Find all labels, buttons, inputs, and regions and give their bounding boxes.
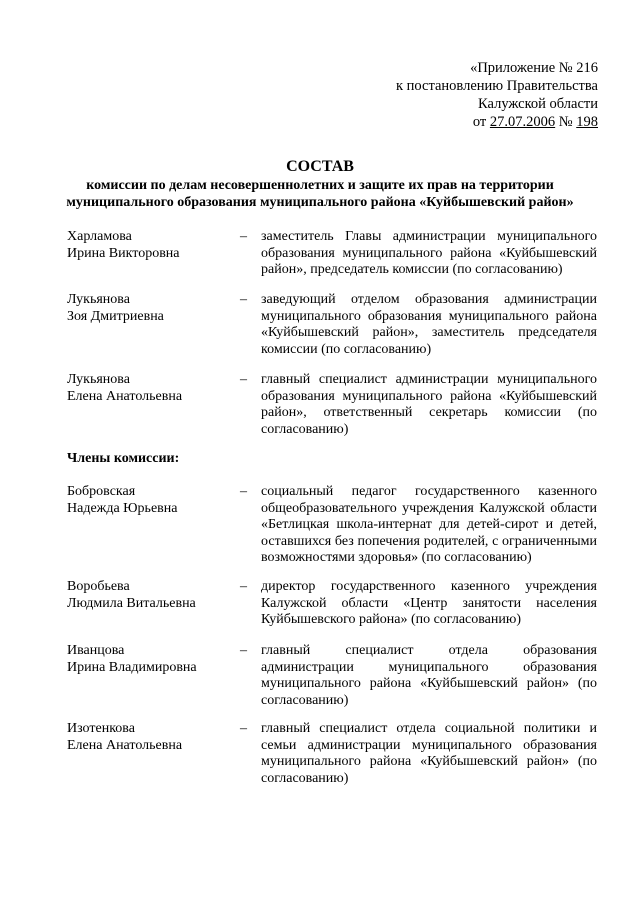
resolution-number: 198 xyxy=(576,114,598,130)
member-name xyxy=(67,484,237,517)
member-name xyxy=(67,721,237,754)
appendix-header xyxy=(396,59,598,131)
member-name xyxy=(67,292,237,325)
title-sub-line-1: комиссии по делам несовершеннолетних и защите их прав на территории xyxy=(86,178,554,193)
member-role: заведующий отделом образования администрации муниципального образования муниципального района «Куйбышевский район», заместитель председателя комиссии (по согласованию) xyxy=(261,292,597,357)
document-title xyxy=(40,157,600,211)
appendix-region: Калужской области xyxy=(478,96,598,112)
member-role: главный специалист отдела образования администрации муниципального образования муниципального района «Куйбышевский район» (по согласованию) xyxy=(261,643,597,708)
member-name xyxy=(67,643,237,676)
member-surname: Лукьянова xyxy=(67,292,130,307)
member-name xyxy=(67,579,237,612)
member-surname: Изотенкова xyxy=(67,721,135,736)
dash-separator: – xyxy=(240,579,247,594)
member-role: социальный педагог государственного казенного общеобразовательного учреждения Калужской области «Бетлицкая школа-интернат для детей-сирот и детей, оставшихся без попечения родителей, с ограниченными возможностями здоровья» (по согласованию) xyxy=(261,484,597,565)
member-role: директор государственного казенного учреждения Калужской области «Центр занятости населения Куйбышевского района» (по согласованию) xyxy=(261,579,597,627)
member-given-name: Елена Анатольевна xyxy=(67,737,183,753)
appendix-resolution: к постановлению Правительства xyxy=(396,78,598,94)
date-prefix: от xyxy=(472,114,490,130)
dash-separator: – xyxy=(240,372,247,387)
member-surname: Харламова xyxy=(67,229,132,244)
dash-separator: – xyxy=(240,484,247,499)
dash-separator: – xyxy=(240,643,247,658)
title-sub-line-2: муниципального образования муниципального района «Куйбышевский район» xyxy=(66,195,574,210)
member-given-name: Надежда Юрьевна xyxy=(67,500,178,516)
member-given-name: Ирина Викторовна xyxy=(67,245,180,261)
member-name xyxy=(67,229,237,262)
member-role: заместитель Главы администрации муниципального образования муниципального района «Куйбышевский район», председатель комиссии (по согласованию) xyxy=(261,229,597,277)
member-role: главный специалист отдела социальной политики и семьи администрации муниципального образования муниципального района «Куйбышевский район» (по согласованию) xyxy=(261,721,597,786)
dash-separator: – xyxy=(240,229,247,244)
dash-separator: – xyxy=(240,292,247,307)
member-role: главный специалист администрации муниципального образования муниципального района «Куйбышевский район», ответственный секретарь комиссии (по согласованию) xyxy=(261,372,597,437)
member-surname: Бобровская xyxy=(67,484,136,499)
member-surname: Воробьева xyxy=(67,579,130,594)
member-surname: Иванцова xyxy=(67,643,125,658)
member-given-name: Елена Анатольевна xyxy=(67,388,183,404)
member-given-name: Ирина Владимировна xyxy=(67,659,197,675)
title-main: СОСТАВ xyxy=(286,158,354,175)
member-surname: Лукьянова xyxy=(67,372,130,387)
resolution-date: 27.07.2006 xyxy=(489,114,556,130)
member-given-name: Зоя Дмитриевна xyxy=(67,308,164,324)
member-name xyxy=(67,372,237,405)
dash-separator: – xyxy=(240,721,247,736)
member-given-name: Людмила Витальевна xyxy=(67,595,196,611)
appendix-number: «Приложение № 216 xyxy=(470,60,598,76)
appendix-date-line xyxy=(396,113,598,131)
members-heading: Члены комиссии: xyxy=(67,451,180,466)
number-prefix: № xyxy=(555,114,577,130)
